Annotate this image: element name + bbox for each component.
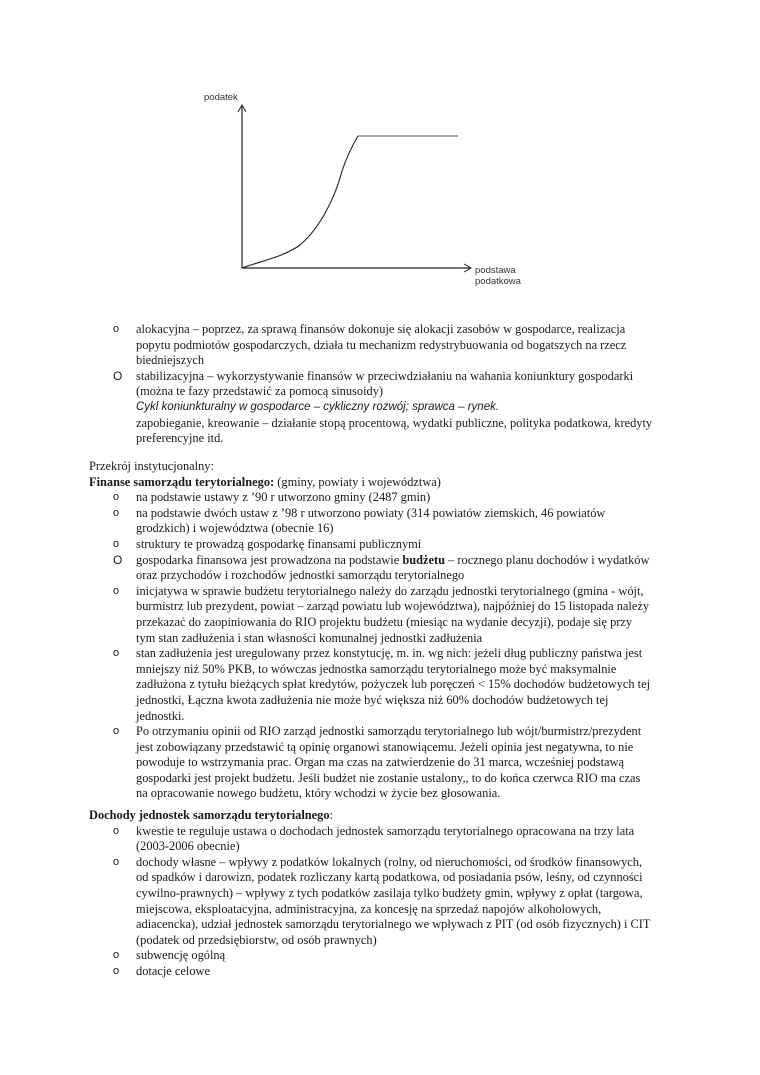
text-line: kwestie te reguluje ustawa o dochodach jednostek samorządu terytorialnego opracowana na trzy lata xyxy=(136,823,635,838)
text-line: powoduje to wstrzymania prac. Organ ma czas na zatwierdzenie do 31 marca, wcześniej podstawą xyxy=(136,755,624,770)
heading-bold: Dochody jednostek samorządu terytorialnego xyxy=(89,808,330,822)
tax-curve-figure xyxy=(195,88,535,298)
text-line: Po otrzymaniu opinii od RIO zarząd jednostki samorządu terytorialnego lub wójt/burmistrz/prezydent xyxy=(136,724,642,739)
list-item-alokacyjna xyxy=(89,322,679,369)
text-line: popytu podmiotów gospodarczych, działa tu mechanizm redystrybuowania od bogatszych na rzecz xyxy=(136,337,627,352)
bullet-icon: o xyxy=(113,647,120,660)
functions-list xyxy=(89,322,679,447)
text-line: od spadków i darowizn, podatek rozliczany kartą podatkowa, od posiadania psów, leśny, od czynności xyxy=(136,870,643,885)
bold-term: budżetu xyxy=(402,552,446,567)
bullet-icon: o xyxy=(113,506,120,519)
bullet-icon: O xyxy=(113,368,123,383)
list-item xyxy=(89,855,679,949)
text-line: stan zadłużenia jest uregulowany przez konstytucję, m. in. wg nich: jeżeli dług publiczny państwa jest xyxy=(136,646,643,661)
bullet-icon: o xyxy=(113,491,120,504)
heading-rest: : xyxy=(329,808,334,822)
x-axis-label xyxy=(475,265,545,287)
text-line: (podatek od przedsiębiorstw, od osób prawnych) xyxy=(136,932,377,947)
bullet-icon: o xyxy=(113,855,120,868)
text-line: cywilno-prawnych) – wpływy z tych podatków zasilaja tylko budżety gmin, wpływy z opłat (targowa, xyxy=(136,885,643,900)
text-line: biedniejszych xyxy=(136,353,205,368)
text-line: dochody własne – wpływy z podatków lokalnych (rolny, od nieruchomości, od środków finansowych, xyxy=(136,854,643,869)
text-line: na podstawie ustawy z ’90 r utworzono gminy (2487 gmin) xyxy=(136,490,431,505)
text-line: (można te fazy przedstawić za pomocą sinusoidy) xyxy=(136,384,384,399)
text-span: – rocznego planu dochodów i wydatków xyxy=(445,552,650,567)
text-line: miejscowa, eksploatacyjna, administracyjna, za koncesję na sprzedaż napojów alkoholowych, xyxy=(136,901,602,916)
list-item xyxy=(89,506,679,537)
y-axis-label: podatek xyxy=(204,92,238,103)
text-line: dotacje celowe xyxy=(136,963,210,978)
bullet-icon: o xyxy=(113,725,120,738)
text-line: na opracowanie nowego budżetu, który wchodzi w życie bez głosowania. xyxy=(136,786,501,801)
text-line: na podstawie dwóch ustaw z ’98 r utworzono powiaty (314 powiatów ziemskich, 46 powiatów xyxy=(136,505,606,520)
heading-rest: (gminy, powiaty i województwa) xyxy=(274,474,441,489)
bullet-icon: o xyxy=(113,584,120,597)
text-line: (2003-2006 obecnie) xyxy=(136,839,240,854)
list-item xyxy=(89,948,679,964)
bullet-icon: o xyxy=(113,323,120,335)
section-heading xyxy=(89,475,679,491)
bullet-icon: O xyxy=(113,552,123,567)
text-line: adiacencka), udział jednostek samorządu terytorialnego we wpływach z PIT (od osób fizycznych) i CIT xyxy=(136,917,651,932)
institutional-section xyxy=(89,459,679,802)
bullet-icon: o xyxy=(113,537,120,550)
text-line: jednostki. xyxy=(136,708,185,723)
list-item xyxy=(89,553,679,584)
list-item xyxy=(89,964,679,980)
text-line: struktury te prowadzą gospodarkę finansami publicznymi xyxy=(136,536,422,551)
text-line: mniejszy niż 50% PKB, to wówczas jednostka samorządu terytorialnego może być maksymalnie xyxy=(136,661,617,676)
text-line: inicjatywa w sprawie budżetu terytorialnego należy do zarządu jednostki terytorialnego (gmina - wójt, xyxy=(136,583,644,598)
text-line: grodzkich) i województwa (obecnie 16) xyxy=(136,521,334,536)
text-span: gospodarka finansowa jest prowadzona na podstawie xyxy=(136,552,403,567)
bullet-icon: o xyxy=(113,949,120,962)
heading-bold: Finanse samorządu terytorialnego: xyxy=(89,474,275,489)
x-axis-label-line1: podstawa xyxy=(475,265,516,276)
text-line: przekazać do zaopiniowania do RIO projektu budżetu (miesiąc na wydanie decyzji), podaje się przy xyxy=(136,614,633,629)
list-item-stabilizacyjna xyxy=(89,369,679,447)
text-line: zapobieganie, kreowanie – działanie stopą procentową, wydatki publiczne, polityka podatkowa, kredyty xyxy=(136,415,653,430)
list-item xyxy=(89,824,679,855)
text-line: preferencyjne itd. xyxy=(136,431,224,446)
text-line: jest zobowiązany przedstawić tą opinię organowi stanowiącemu. Jeżeli opinia jest negatywna, to nie xyxy=(136,739,634,754)
text-line: alokacyjna – poprzez, za sprawą finansów dokonuje się alokacji zasobów w gospodarce, realizacja xyxy=(136,322,626,336)
text-line: jednostki, Łączna kwota zadłużenia nie może być większa niż 60% dochodów budżetowych tej xyxy=(136,692,609,707)
text-line: gospodarki jest projekt budżetu. Jeśli budżet nie zostanie ustalony,, to do końca czerwca RIO ma czas xyxy=(136,770,641,785)
income-section xyxy=(89,808,679,980)
bullet-icon: o xyxy=(113,964,120,977)
section-heading xyxy=(89,808,679,824)
italic-note: Cykl koniunkturalny w gospodarce – cykliczny rozwój; sprawca – rynek. xyxy=(136,400,500,413)
list-item xyxy=(89,537,679,553)
text-line: stabilizacyjna – wykorzystywanie finansów w przeciwdziałaniu na wahania koniunktury gospodarki xyxy=(136,368,634,383)
text-line: subwencję ogólną xyxy=(136,948,226,963)
text-line: burmistrz lub prezydent, powiat – zarząd powiatu lub województwa), najpóźniej do 15 listopada należy xyxy=(136,599,650,614)
text-line: oraz przychodów i rozchodów jednostki samorządu terytorialnego xyxy=(136,568,465,583)
list-item xyxy=(89,490,679,506)
list-item xyxy=(89,584,679,646)
text-line: zadłużona z tytułu bieżących spłat kredytów, pożyczek lub poręczeń < 15% dochodów budżetowych tej xyxy=(136,677,651,692)
list-item xyxy=(89,646,679,724)
text-line xyxy=(136,553,679,569)
x-axis-label-line2: podatkowa xyxy=(475,276,521,287)
section-intro: Przekrój instytucjonalny: xyxy=(89,459,214,473)
list-item xyxy=(89,724,679,802)
bullet-icon: o xyxy=(113,824,120,837)
text-line: tym stan zadłużenia i stan własności komunalnej jednostki zadłużenia xyxy=(136,630,483,645)
